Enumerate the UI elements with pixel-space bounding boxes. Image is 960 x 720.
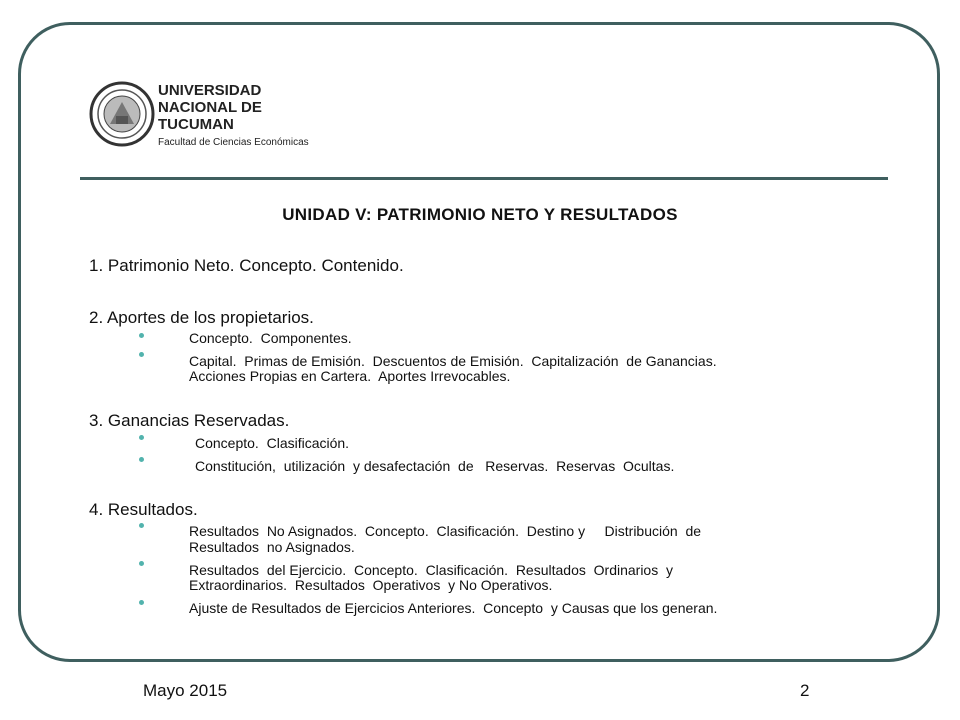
- bullet-item: Acciones Propias en Cartera. Aportes Irrevocables.: [189, 368, 511, 384]
- bullet-item: Resultados no Asignados.: [189, 539, 355, 555]
- logo-line-3: TUCUMAN: [158, 116, 234, 133]
- bullet-item: Concepto. Clasificación.: [195, 435, 350, 451]
- section-heading-2: 2. Aportes de los propietarios.: [89, 308, 314, 327]
- logo-line-4: Facultad de Ciencias Económicas: [158, 137, 309, 148]
- logo-line-1: UNIVERSIDAD: [158, 82, 262, 99]
- bullet-item: Constitución, utilización y desafectación de Reservas. Reservas Ocultas.: [195, 458, 675, 474]
- bullet-marker: [139, 561, 144, 566]
- bullet-item: Extraordinarios. Resultados Operativos y No Operativos.: [189, 577, 553, 593]
- section-heading-3: 3. Ganancias Reservadas.: [89, 411, 290, 430]
- bullet-marker: [139, 352, 144, 357]
- bullet-item: Resultados del Ejercicio. Concepto. Clasificación. Resultados Ordinarios y: [189, 562, 673, 578]
- page-number: 2: [800, 681, 810, 700]
- title-divider: [80, 177, 888, 180]
- section-heading-4: 4. Resultados.: [89, 500, 198, 519]
- bullet-item: Concepto. Componentes.: [189, 330, 352, 346]
- bullet-marker: [139, 523, 144, 528]
- bullet-item: Resultados No Asignados. Concepto. Clasificación. Destino y Distribución de: [189, 523, 702, 539]
- logo-line-2: NACIONAL DE: [158, 99, 262, 116]
- bullet-marker: [139, 333, 144, 338]
- section-heading-1: 1. Patrimonio Neto. Concepto. Contenido.: [89, 256, 404, 275]
- footer-date: Mayo 2015: [143, 681, 228, 700]
- bullet-item: Ajuste de Resultados de Ejercicios Anteriores. Concepto y Causas que los generan.: [189, 600, 718, 616]
- bullet-item: Capital. Primas de Emisión. Descuentos de Emisión. Capitalización de Ganancias.: [189, 353, 717, 369]
- bullet-marker: [139, 435, 144, 440]
- university-logo: [88, 74, 330, 156]
- bullet-marker: [139, 457, 144, 462]
- slide-title: UNIDAD V: PATRIMONIO NETO Y RESULTADOS: [282, 205, 678, 224]
- bullet-marker: [139, 600, 144, 605]
